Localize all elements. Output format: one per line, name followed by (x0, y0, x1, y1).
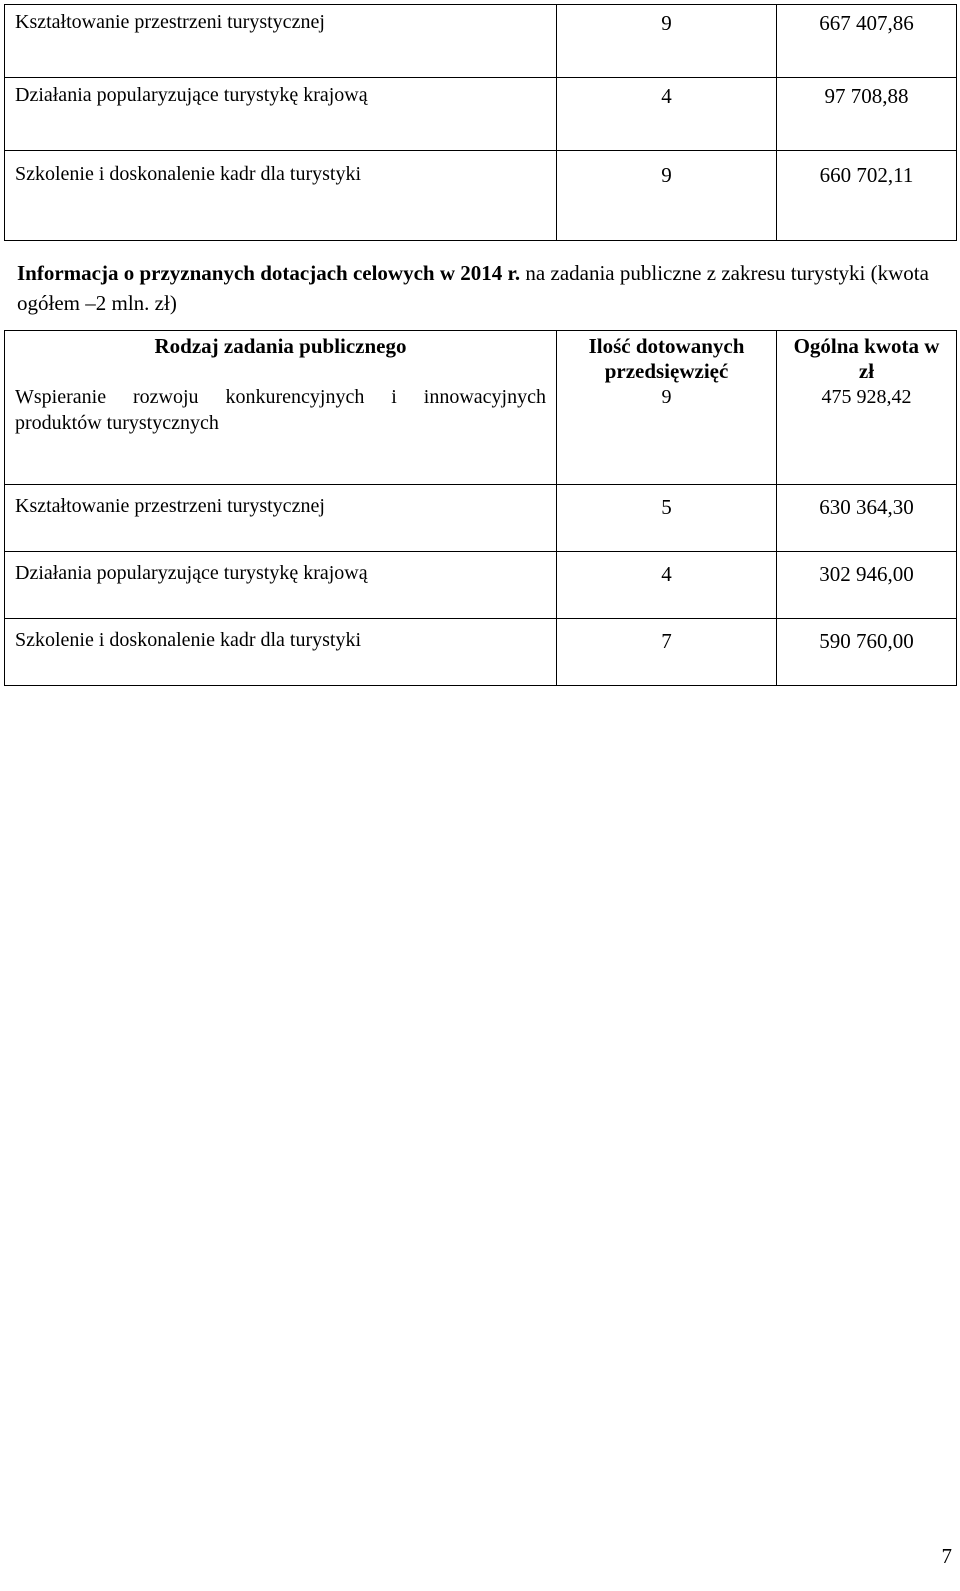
grants-table-continued (4, 4, 957, 241)
task-name-cell: Wspieranie rozwoju konkurencyjnych i innowacyjnych produktów turystycznych (5, 384, 557, 485)
page-number: 7 (941, 1544, 952, 1568)
table-row (5, 485, 957, 552)
amount-cell: 667 407,86 (777, 5, 957, 78)
task-name-cell: Działania popularyzujące turystykę krajową (5, 552, 557, 619)
heading-bold-text: Informacja o przyznanych dotacjach celowych w 2014 r. (17, 261, 521, 285)
count-cell: 4 (557, 552, 777, 619)
table-row (5, 384, 957, 485)
amount-cell: 630 364,30 (777, 485, 957, 552)
task-name-cell: Szkolenie i doskonalenie kadr dla turystyki (5, 619, 557, 686)
task-name-cell: Działania popularyzujące turystykę krajową (5, 78, 557, 151)
count-cell: 9 (557, 384, 777, 485)
count-cell: 9 (557, 151, 777, 241)
header-count: Ilość dotowanych przedsięwzięć (557, 331, 777, 385)
count-cell: 7 (557, 619, 777, 686)
section-heading (17, 258, 951, 318)
header-amount: Ogólna kwota w zł (777, 331, 957, 385)
grants-2014-table (4, 330, 957, 686)
table-row (5, 151, 957, 241)
amount-cell: 590 760,00 (777, 619, 957, 686)
table-header-row (5, 331, 957, 385)
header-task-type: Rodzaj zadania publicznego (5, 331, 557, 385)
count-cell: 9 (557, 5, 777, 78)
count-cell: 4 (557, 78, 777, 151)
amount-cell: 475 928,42 (777, 384, 957, 485)
task-name-cell: Kształtowanie przestrzeni turystycznej (5, 5, 557, 78)
table-row (5, 78, 957, 151)
table-row (5, 5, 957, 78)
amount-cell: 660 702,11 (777, 151, 957, 241)
table-row (5, 619, 957, 686)
task-name-cell: Kształtowanie przestrzeni turystycznej (5, 485, 557, 552)
count-cell: 5 (557, 485, 777, 552)
amount-cell: 97 708,88 (777, 78, 957, 151)
heading-normal-text: na zadania publiczne z zakresu turystyki (kwota ogółem –2 mln. zł) (17, 261, 929, 315)
table-row (5, 552, 957, 619)
task-name-cell: Szkolenie i doskonalenie kadr dla turystyki (5, 151, 557, 241)
amount-cell: 302 946,00 (777, 552, 957, 619)
